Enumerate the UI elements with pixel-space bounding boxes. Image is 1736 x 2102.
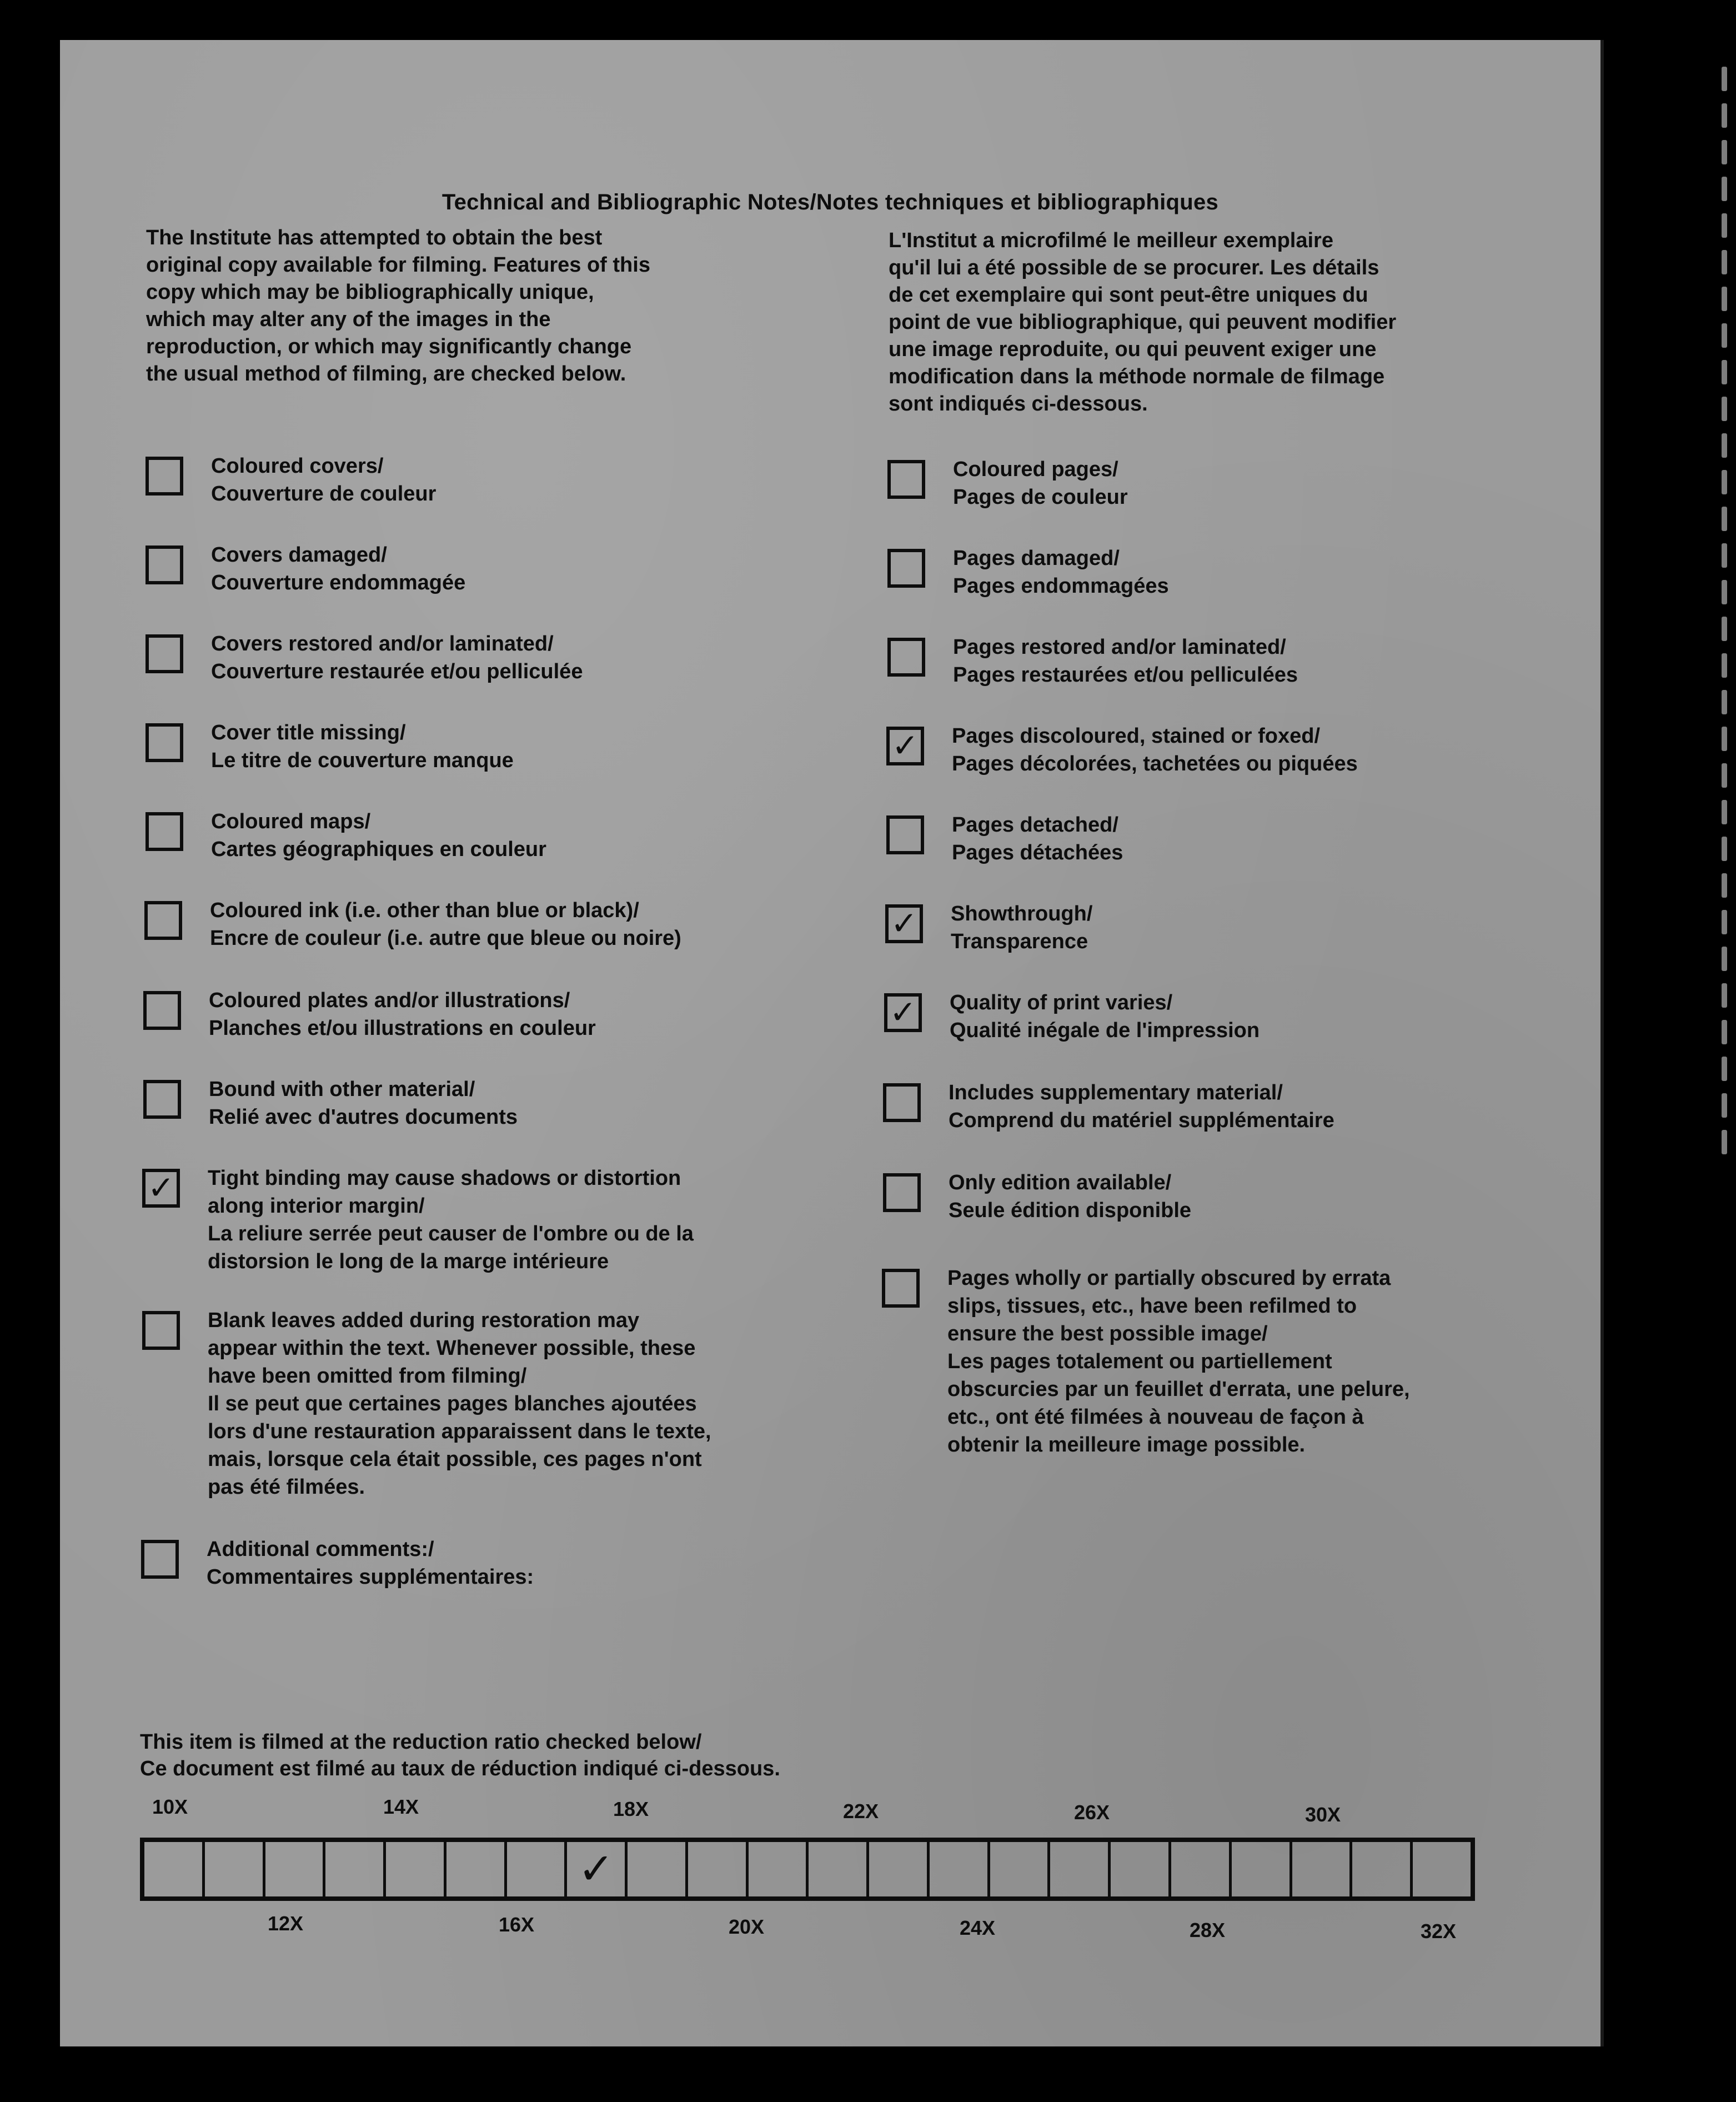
tick-label-top: 14X <box>383 1795 419 1818</box>
page-title: Technical and Bibliographic Notes/Notes techniques et bibliographiques <box>441 190 1219 214</box>
check-mark-icon: ✓ <box>578 1844 614 1893</box>
check-mark-icon <box>148 904 179 937</box>
item-label: Pages restored and/or laminated/ Pages restaurées et/ou pelliculées <box>953 635 1298 687</box>
tick-label-bottom: 32X <box>1421 1920 1457 1943</box>
ratio-cell <box>1413 1842 1471 1896</box>
checkbox <box>884 993 922 1032</box>
checkbox <box>883 1173 921 1212</box>
checkbox <box>142 1311 180 1350</box>
ratio-cell <box>144 1842 205 1896</box>
checkbox <box>145 634 183 673</box>
ratio-cell <box>1050 1842 1111 1896</box>
check-mark-icon: ✓ <box>890 905 918 942</box>
tick-label-top: 26X <box>1074 1801 1110 1824</box>
item-label: Covers restored and/or laminated/ Couverture restaurée et/ou pelliculée <box>211 632 583 683</box>
check-mark-icon <box>891 552 922 584</box>
item-label: Cover title missing/ Le titre de couverture manque <box>211 721 514 772</box>
check-mark-icon <box>147 994 178 1027</box>
tick-label-bottom: 12X <box>268 1912 304 1935</box>
item-label: Coloured covers/ Couverture de couleur <box>211 454 436 506</box>
ratio-cell <box>930 1842 990 1896</box>
ratio-cell <box>628 1842 688 1896</box>
ratio-cell <box>205 1842 265 1896</box>
check-mark-icon <box>145 1314 177 1347</box>
check-mark-icon <box>147 1083 178 1115</box>
intro-french: L'Institut a microfilmé le meilleur exemplaire qu'il lui a été possible de se procurer. Les détails de cet exemplaire qui sont peut-être uniques du point de vue bibliographique, qui peuvent modifier une image reproduite, ou qui peuvent exiger une modification dans la méthode normale de filmage sont indiqués ci-dessous. <box>889 229 1397 416</box>
item-label: Only edition available/ Seule édition disponible <box>949 1171 1192 1222</box>
checkbox <box>887 638 925 677</box>
check-mark-icon <box>891 463 922 496</box>
tick-label-bottom: 28X <box>1190 1919 1226 1941</box>
film-margin <box>1633 33 1736 2089</box>
tick-label-top: 22X <box>843 1800 879 1823</box>
checkbox <box>886 727 924 765</box>
item-label: Pages damaged/ Pages endommagées <box>953 547 1169 598</box>
checkbox <box>145 457 183 496</box>
item-label: Showthrough/ Transparence <box>951 902 1093 953</box>
tick-label-top: 10X <box>152 1795 188 1818</box>
ratio-cell <box>386 1842 446 1896</box>
checkbox <box>145 723 183 762</box>
check-mark-icon: ✓ <box>889 994 917 1030</box>
check-mark-icon <box>886 1177 917 1209</box>
item-label: Pages wholly or partially obscured by errata slips, tissues, etc., have been refilmed to ensure the best possible image/ Les pages totalement ou partiellement obscurcies par un feuillet d'errata, une pelure, etc., ont été filmées à nouveau de façon à obtenir la meilleure image possible. <box>947 1267 1410 1457</box>
tick-label-bottom: 20X <box>729 1915 765 1938</box>
item-label: Pages discoloured, stained or foxed/ Pages décolorées, tachetées ou piquées <box>952 724 1358 775</box>
check-mark-icon <box>149 549 180 581</box>
checkbox <box>882 1269 920 1308</box>
item-label: Additional comments:/ Commentaires supplémentaires: <box>207 1538 534 1589</box>
tick-label-bottom: 16X <box>499 1913 535 1936</box>
ratio-cell <box>990 1842 1051 1896</box>
intro-english: The Institute has attempted to obtain the best original copy available for filming. Features of this copy which may be bibliographically unique, which may alter any of the images in the reproduction, or which may significantly change the usual method of filming, are checked below. <box>146 226 650 386</box>
item-label: Tight binding may cause shadows or distortion along interior margin/ La reliure serrée peut causer de l'ombre ou de la distorsion le long de la marge intérieure <box>208 1167 694 1273</box>
reduction-ratio-text: This item is filmed at the reduction ratio checked below/ Ce document est filmé au taux de réduction indiqué ci-dessous. <box>140 1730 780 1780</box>
ratio-cell <box>507 1842 568 1896</box>
ratio-cell <box>688 1842 749 1896</box>
check-mark-icon <box>885 1272 916 1304</box>
checkbox <box>141 1540 179 1579</box>
margin-marks <box>1722 67 1729 1211</box>
ratio-cell <box>809 1842 869 1896</box>
check-mark-icon <box>149 815 180 848</box>
check-mark-icon <box>149 727 180 759</box>
item-label: Blank leaves added during restoration may appear within the text. Whenever possible, these have been omitted from filming/ Il se peut que certaines pages blanches ajoutées lors d'une restauration apparaissent dans le texte, mais, lorsque cela était possible, ces pages n'ont pas été filmées. <box>208 1309 711 1499</box>
item-label: Pages detached/ Pages détachées <box>952 813 1123 864</box>
check-mark-icon <box>886 1087 917 1119</box>
ratio-cell <box>1352 1842 1413 1896</box>
item-label: Quality of print varies/ Qualité inégale de l'impression <box>950 991 1260 1042</box>
checkbox <box>887 460 925 499</box>
tick-label-top: 18X <box>613 1798 649 1820</box>
tick-label-bottom: 24X <box>960 1916 996 1939</box>
checkbox <box>145 812 183 851</box>
item-label: Coloured plates and/or illustrations/ Planches et/ou illustrations en couleur <box>209 989 596 1040</box>
item-label: Coloured pages/ Pages de couleur <box>953 458 1128 509</box>
check-mark-icon: ✓ <box>891 728 919 764</box>
document-page <box>60 40 1600 2046</box>
checkbox <box>145 545 183 584</box>
ratio-cell <box>1292 1842 1353 1896</box>
ratio-cell <box>749 1842 809 1896</box>
item-label: Bound with other material/ Relié avec d'autres documents <box>209 1078 518 1129</box>
check-mark-icon <box>149 460 180 492</box>
checkbox <box>885 904 923 943</box>
ratio-cell <box>1232 1842 1292 1896</box>
checkbox <box>886 815 924 854</box>
check-mark-icon <box>890 819 921 851</box>
reduction-ratio-bar <box>140 1838 1475 1901</box>
checkbox <box>883 1083 921 1122</box>
checkbox <box>887 549 925 588</box>
ratio-cell <box>567 1842 628 1896</box>
checkbox <box>143 1080 181 1119</box>
item-label: Coloured ink (i.e. other than blue or black)/ Encre de couleur (i.e. autre que bleue ou noire) <box>210 899 681 950</box>
check-mark-icon: ✓ <box>147 1170 175 1206</box>
page-edge <box>1600 40 1604 2046</box>
tick-label-top: 30X <box>1305 1803 1341 1826</box>
check-mark-icon <box>144 1543 175 1575</box>
check-mark-icon <box>891 641 922 673</box>
checkbox <box>144 901 182 940</box>
ratio-cell <box>325 1842 386 1896</box>
ratio-cell <box>265 1842 326 1896</box>
ratio-cell <box>1111 1842 1171 1896</box>
ratio-cell <box>1171 1842 1232 1896</box>
ratio-cell <box>446 1842 507 1896</box>
ratio-cell <box>869 1842 930 1896</box>
item-label: Coloured maps/ Cartes géographiques en couleur <box>211 810 546 861</box>
item-label: Covers damaged/ Couverture endommagée <box>211 543 466 594</box>
check-mark-icon <box>149 638 180 670</box>
checkbox <box>142 1169 180 1208</box>
item-label: Includes supplementary material/ Comprend du matériel supplémentaire <box>949 1081 1334 1132</box>
checkbox <box>143 991 181 1030</box>
